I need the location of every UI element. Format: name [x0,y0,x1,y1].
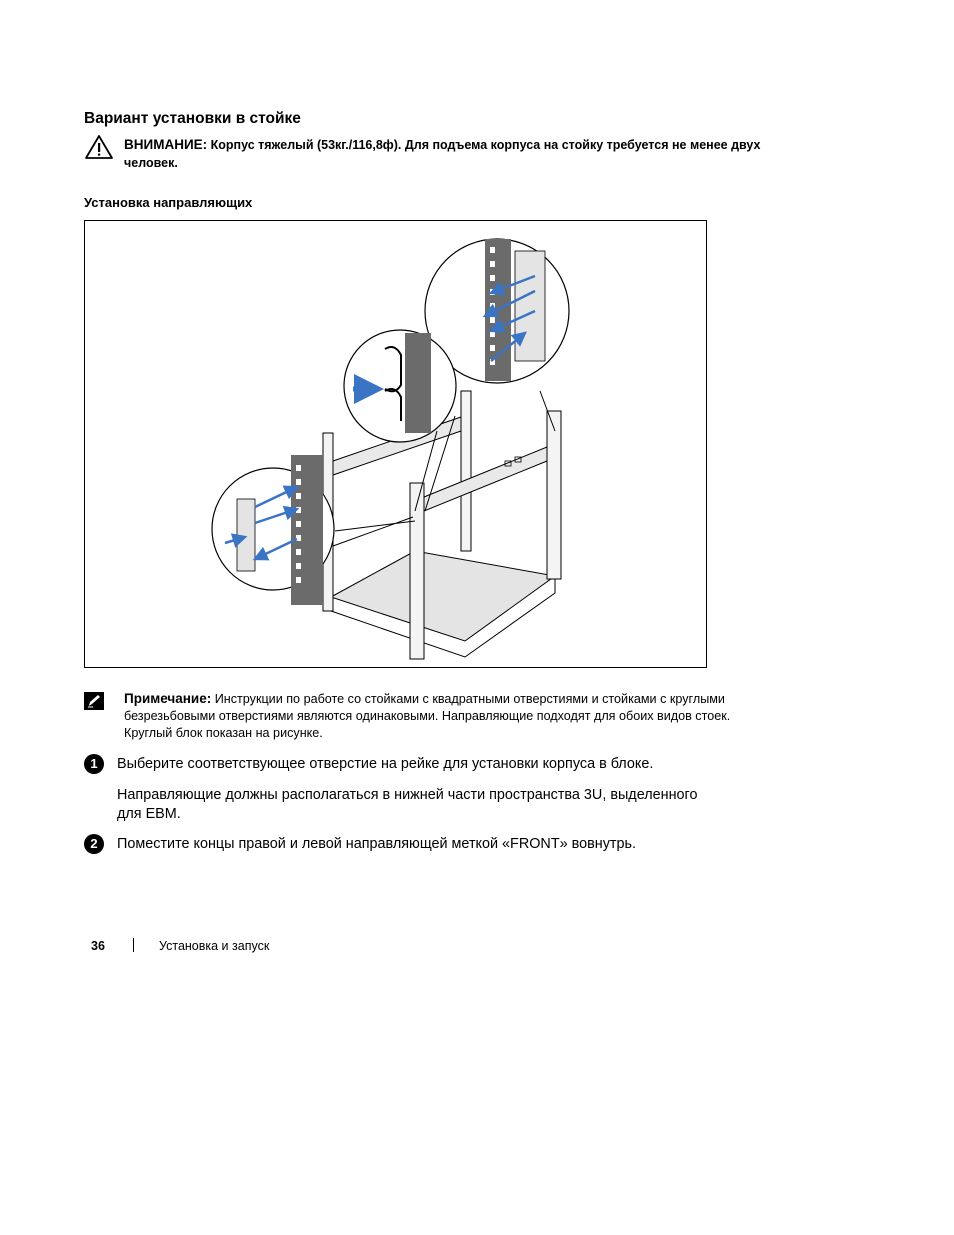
rack-base [331,551,555,641]
front-right-post [547,411,561,579]
warning-body: Корпус тяжелый (53кг./116,8ф). Для подъема корпуса на стойку требуется не менее двух человек. [124,138,761,170]
note-body: Инструкции по работе со стойками с квадратными отверстиями и стойками с круглыми безрезьбовыми отверстиями являются одинаковыми. Направляющие подходят для обоих видов стоек. Круглый блок показан на рисунке. [124,692,731,740]
note-pencil-icon [84,692,104,710]
rear-right-post [461,391,471,551]
footer-divider [133,938,134,952]
step-2-text: Поместите концы правой и левой направляющей меткой «FRONT» вовнутрь. [117,836,636,852]
step-1-badge: 1 [84,754,104,774]
rack-rail-installation-figure [84,220,707,668]
front-left-post [410,483,424,659]
note-label: Примечание: [124,691,212,706]
step-2-badge: 2 [84,834,104,854]
warning-text [124,136,784,172]
step-1-detail: Направляющие должны располагаться в нижней части пространства 3U, выделенного для EBM. [117,787,698,822]
step-1-text: Выберите соответствующее отверстие на рейке для установки корпуса в блоке. [117,756,654,772]
page-number: 36 [91,939,105,953]
subsection-title: Установка направляющих [84,195,253,210]
warning-triangle-icon [84,134,114,160]
section-title: Вариант установки в стойке [84,110,301,127]
rack-illustration [85,221,706,667]
note-text [124,690,754,742]
footer-title: Установка и запуск [159,939,270,953]
warning-label: ВНИМАНИЕ: [124,137,208,152]
